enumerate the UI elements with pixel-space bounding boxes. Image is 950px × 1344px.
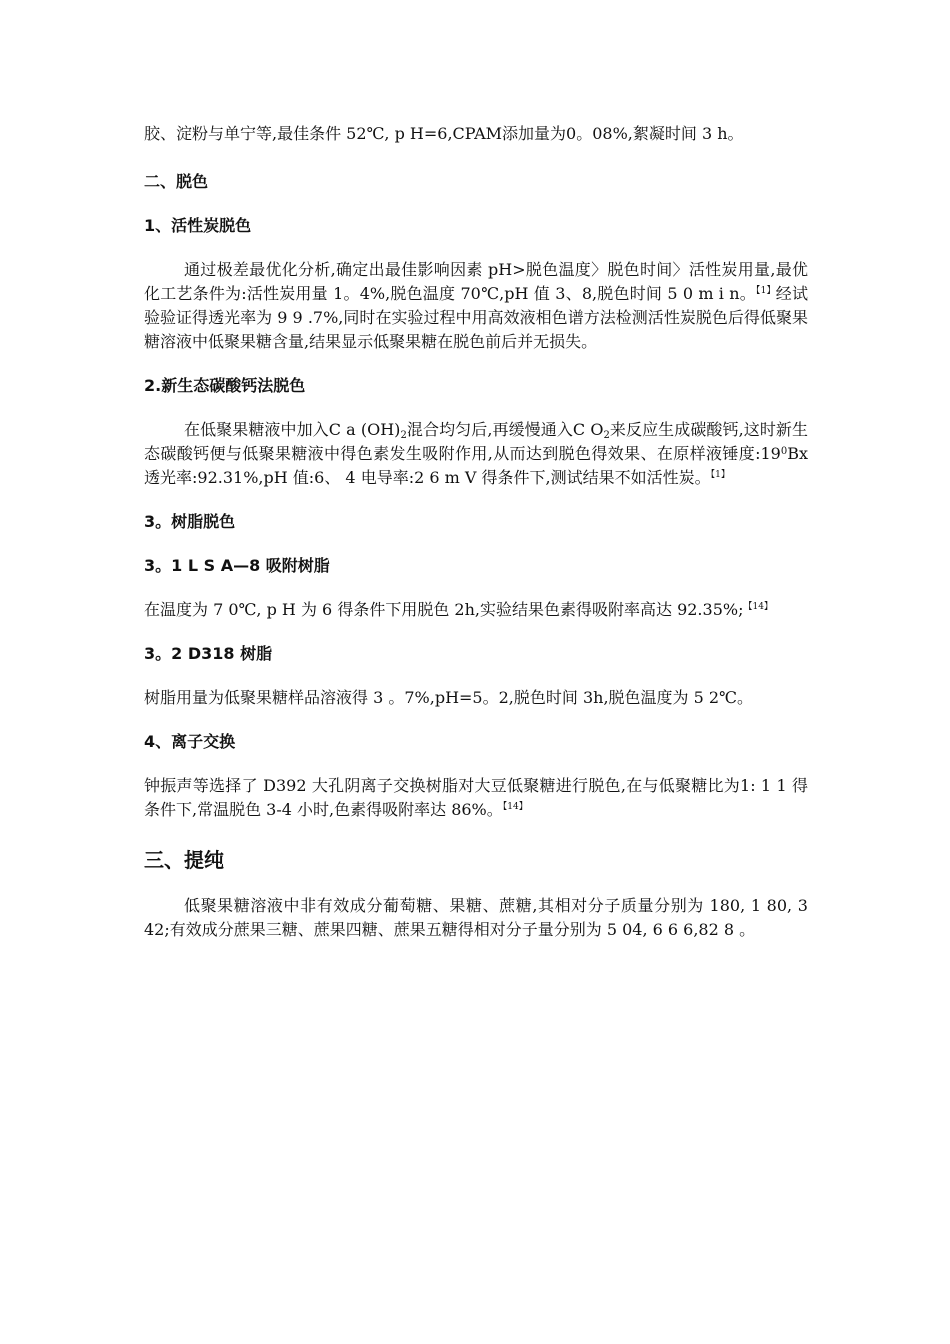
- lsa8-text: 在温度为 7 0℃, p H 为 6 得条件下用脱色 2h,实验结果色素得吸附率高达 92.35%;: [144, 600, 744, 619]
- d318-paragraph: 树脂用量为低聚果糖样品溶液得 3 。7%,pH=5。2,脱色时间 3h,脱色温度为 5 2℃。: [144, 688, 753, 707]
- activated-carbon-text-b: 经试验验证得透光率为 9 9 .7%,同时在实验过程中用高效液相色谱方法检测活性炭脱色后得低聚果糖溶液中低聚果糖含量,结果显示低聚果糖在脱色前后并无损失。: [144, 284, 808, 351]
- purification-paragraph: 低聚果糖溶液中非有效成分葡萄糖、果糖、蔗糖,其相对分子质量分别为 180, 1 80, 3 42;有效成分蔗果三糖、蔗果四糖、蔗果五糖得相对分子量分别为 5 04, 6 6 6,82 8 。: [144, 896, 808, 939]
- caco3-text-c: 来反应生成碳酸钙,这时新生态碳酸钙便与低聚果糖液中得色素发生吸附作用,从而达到脱色得效果、在原样液锤度:19: [144, 420, 808, 463]
- document-page: [144, 122, 808, 942]
- subheading-lsa8-resin: 3。1 L S A—8 吸附树脂: [144, 556, 330, 575]
- subheading-calcium-carbonate: 2.新生态碳酸钙法脱色: [144, 376, 306, 395]
- citation-mark: 【14】: [502, 802, 528, 812]
- subheading-ion-exchange: 4、离子交换: [144, 732, 236, 751]
- subheading-resin: 3。树脂脱色: [144, 512, 236, 531]
- degree-mark: 0: [780, 446, 788, 457]
- section-heading-purification: 三、提纯: [144, 848, 224, 872]
- caco3-text-d: Bx 透光率:92.31%,pH 值:6、 4 电导率:2 6 m V 得条件下,测试结果不如活性炭。: [144, 444, 808, 487]
- section-heading-decolor: 二、脱色: [144, 172, 209, 191]
- subscript-2: 2: [400, 430, 407, 441]
- subheading-activated-carbon: 1、活性炭脱色: [144, 216, 252, 235]
- lsa8-paragraph: [144, 598, 808, 622]
- subscript-2: 2: [603, 430, 610, 441]
- ion-exchange-paragraph: [144, 774, 808, 822]
- ion-exchange-text: 钟振声等选择了 D392 大孔阴离子交换树脂对大豆低聚糖进行脱色,在与低聚糖比为1: 1 1 得条件下,常温脱色 3-4 小时,色素得吸附率达 86%。: [144, 776, 808, 819]
- citation-mark: 【1】: [755, 286, 776, 296]
- subheading-d318-resin: 3。2 D318 树脂: [144, 644, 273, 663]
- activated-carbon-text-a: 通过极差最优化分析,确定出最佳影响因素 pH>脱色温度〉脱色时间〉活性炭用量,最优化工艺条件为:活性炭用量 1。4%,脱色温度 70℃,pH 值 3、8,脱色时间 5 0 m i n。: [144, 260, 808, 303]
- citation-mark: 【1】: [710, 470, 730, 480]
- caco3-text-a: 在低聚果糖液中加入C a (OH): [184, 420, 401, 439]
- activated-carbon-paragraph: [144, 258, 808, 354]
- caco3-text-b: 混合均匀后,再缓慢通入C O: [406, 420, 604, 439]
- calcium-carbonate-paragraph: [144, 418, 808, 490]
- intro-paragraph: 胶、淀粉与单宁等,最佳条件 52℃, p H=6,CPAM添加量为0。08%,絮凝时间 3 h。: [144, 124, 744, 143]
- citation-mark: 【14】: [743, 602, 773, 612]
